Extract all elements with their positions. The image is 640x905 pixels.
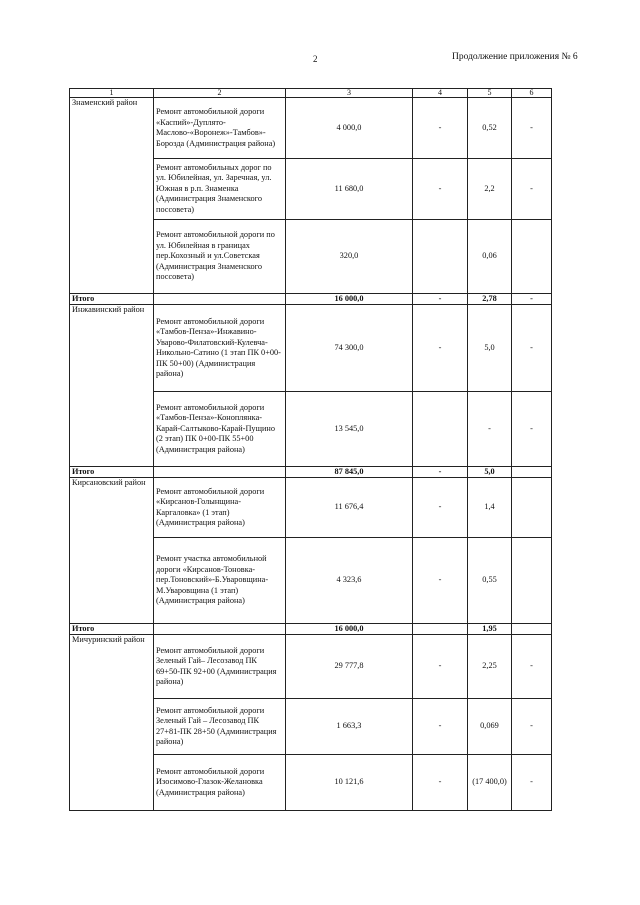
length-cell: 0,52 [468, 98, 512, 159]
table-row [70, 635, 552, 699]
col4-cell: - [413, 98, 468, 159]
total-col6: - [512, 294, 552, 305]
col4-cell: - [413, 755, 468, 811]
amount-cell: 10 121,6 [286, 755, 413, 811]
length-cell: 5,0 [468, 305, 512, 392]
amount-cell: 320,0 [286, 220, 413, 294]
district-cell: Кирсановский район [70, 478, 154, 624]
total-empty-cell [154, 294, 286, 305]
col6-cell [512, 478, 552, 538]
length-cell: 0,069 [468, 699, 512, 755]
col4-cell [413, 392, 468, 467]
col6-cell [512, 220, 552, 294]
road-name-cell: Ремонт автомобильной дороги «Тамбов-Пенза»-Коноплянка-Карай-Салтыково-Карай-Пущино (2 этап) ПК 0+00-ПК 55+00 (Администрация района) [154, 392, 286, 467]
col6-cell: - [512, 305, 552, 392]
total-row [70, 624, 552, 635]
page-number: 2 [313, 54, 318, 64]
total-empty-cell [154, 624, 286, 635]
district-cell: Знаменский район [70, 98, 154, 294]
amount-cell: 4 323,6 [286, 538, 413, 624]
col4-cell: - [413, 478, 468, 538]
amount-cell: 4 000,0 [286, 98, 413, 159]
amount-cell: 13 545,0 [286, 392, 413, 467]
amount-cell: 11 680,0 [286, 159, 413, 220]
length-cell: 1,4 [468, 478, 512, 538]
col6-cell: - [512, 635, 552, 699]
total-col4: - [413, 467, 468, 478]
total-col4 [413, 624, 468, 635]
col6-cell: - [512, 699, 552, 755]
col-header: 5 [468, 89, 512, 98]
road-name-cell: Ремонт участка автомобильной дороги «Кирсанов-Тоновка-пер.Тоновский»-Б.Уваровщина-М.Уваровщина (1 этап) (Администрация района) [154, 538, 286, 624]
road-name-cell: Ремонт автомобильной дороги Зеленый Гай– Лесозавод ПК 69+50-ПК 92+00 (Администрация района) [154, 635, 286, 699]
road-name-cell: Ремонт автомобильной дороги «Каспий»-Дуплято-Маслово-«Воронеж»-Тамбов»-Бороздa (Администрация района) [154, 98, 286, 159]
road-name-cell: Ремонт автомобильной дороги Зеленый Гай – Лесозавод ПК 27+81-ПК 28+50 (Администрация района) [154, 699, 286, 755]
total-length: 2,78 [468, 294, 512, 305]
total-amount: 16 000,0 [286, 294, 413, 305]
col4-cell: - [413, 635, 468, 699]
total-label: Итого [70, 624, 154, 635]
amount-cell: 1 663,3 [286, 699, 413, 755]
road-name-cell: Ремонт автомобильной дороги по ул. Юбилейная в границах пер.Кохозный и ул.Советская (Администрация Знаменского поссовета) [154, 220, 286, 294]
col4-cell: - [413, 538, 468, 624]
road-name-cell: Ремонт автомобильных дорог по ул. Юбилейная, ул. Заречная, ул. Южная в р.п. Знаменка (Администрация Знаменского поссовета) [154, 159, 286, 220]
col-header: 6 [512, 89, 552, 98]
col4-cell [413, 220, 468, 294]
roads-table [69, 88, 552, 811]
total-col6 [512, 624, 552, 635]
total-length: 1,95 [468, 624, 512, 635]
total-row [70, 294, 552, 305]
total-amount: 87 845,0 [286, 467, 413, 478]
road-name-cell: Ремонт автомобильной дороги Изосимово-Глазок-Желановка (Администрация района) [154, 755, 286, 811]
col4-cell: - [413, 305, 468, 392]
amount-cell: 29 777,8 [286, 635, 413, 699]
total-label: Итого [70, 467, 154, 478]
col6-cell: - [512, 392, 552, 467]
district-cell: Мичуринский район [70, 635, 154, 811]
col-header: 4 [413, 89, 468, 98]
header-row [70, 89, 552, 98]
total-amount: 16 000,0 [286, 624, 413, 635]
col-header: 3 [286, 89, 413, 98]
length-cell: 2,2 [468, 159, 512, 220]
col6-cell: - [512, 755, 552, 811]
table-row [70, 98, 552, 159]
total-empty-cell [154, 467, 286, 478]
page-header: Продолжение приложения № 6 [452, 52, 578, 62]
road-name-cell: Ремонт автомобильной дороги «Тамбов-Пенза»-Инжавино-Уварово-Филатовский-Кулевча-Никольно-Сатино (1 этап ПК 0+00-ПК 50+00) (Администрация района) [154, 305, 286, 392]
col4-cell: - [413, 159, 468, 220]
total-label: Итого [70, 294, 154, 305]
road-name-cell: Ремонт автомобильной дороги «Кирсанов-Голынщина-Каргаловка» (1 этап) (Администрация района) [154, 478, 286, 538]
length-cell: 0,55 [468, 538, 512, 624]
length-cell: 2,25 [468, 635, 512, 699]
col6-cell: - [512, 159, 552, 220]
col-header: 1 [70, 89, 154, 98]
total-row [70, 467, 552, 478]
col-header: 2 [154, 89, 286, 98]
amount-cell: 74 300,0 [286, 305, 413, 392]
length-cell: (17 400,0) [468, 755, 512, 811]
col4-cell: - [413, 699, 468, 755]
length-cell: - [468, 392, 512, 467]
amount-cell: 11 676,4 [286, 478, 413, 538]
district-cell: Инжавинский район [70, 305, 154, 467]
col6-cell: - [512, 98, 552, 159]
table-row [70, 478, 552, 538]
total-col4: - [413, 294, 468, 305]
total-length: 5,0 [468, 467, 512, 478]
table-row [70, 305, 552, 392]
col6-cell [512, 538, 552, 624]
total-col6 [512, 467, 552, 478]
length-cell: 0,06 [468, 220, 512, 294]
